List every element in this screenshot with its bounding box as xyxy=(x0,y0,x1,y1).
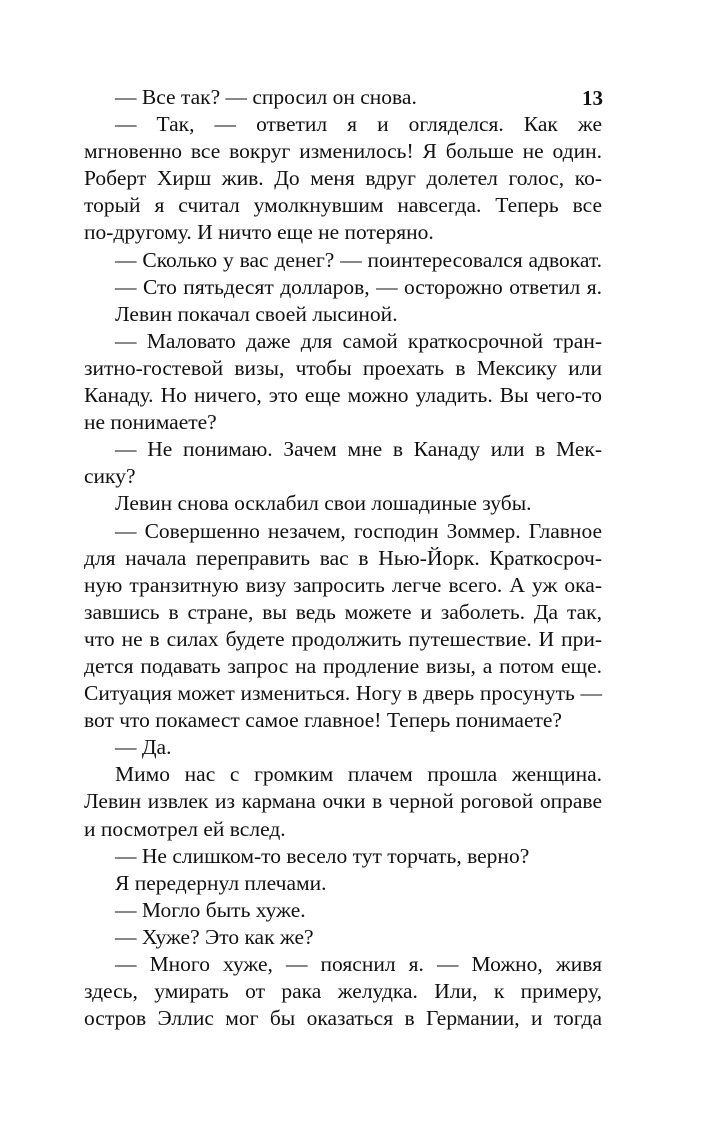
text-line: — Все так? — спросил он снова. xyxy=(115,85,417,109)
text-line: и посмотрел ей вслед. xyxy=(84,816,286,841)
text-line: — Не понимаю. Зачем мне в Канаду или в Мек- xyxy=(115,437,602,462)
text-line: — Много хуже, — пояснил я. — Можно, живя xyxy=(115,952,602,976)
text-line: — Сто пятьдесят долларов, — осторожно ответил я. xyxy=(115,274,602,299)
text-line: остров Эллис мог бы оказаться в Германии, и тогда xyxy=(84,1006,602,1031)
text-line: Мимо нас с громким плачем прошла женщина. xyxy=(115,762,602,787)
text-line: — Не слишком-то весело тут торчать, верно? xyxy=(115,843,530,868)
text-line: по-другому. И ничто еще не потеряно. xyxy=(84,220,434,245)
text-line: Левин покачал своей лысиной. xyxy=(115,301,398,326)
text-line: Ситуация может измениться. Ногу в дверь просунуть — xyxy=(84,681,602,706)
text-line: Роберт Хирш жив. До меня вдруг долетел голос, ко- xyxy=(84,166,602,191)
text-line: завшись в стране, вы ведь можете и заболеть. Да так, xyxy=(84,599,602,624)
text-line: — Сколько у вас денег? — поинтересовался адвокат. xyxy=(115,247,602,272)
page-number: 13 xyxy=(582,86,603,110)
text-line: Я передернул плечами. xyxy=(115,870,327,895)
text-line: — Совершенно незачем, господин Зоммер. Главное xyxy=(115,518,602,543)
text-line: вот что покамест самое главное! Теперь понимаете? xyxy=(84,708,562,733)
text-line: сику? xyxy=(84,464,136,489)
text-line: — Так, — ответил я и огляделся. Как же xyxy=(115,112,602,137)
text-line: здесь, умирать от рака желудка. Или, к примеру, xyxy=(84,979,602,1004)
text-line: — Могло быть хуже. xyxy=(115,897,306,922)
text-line: Левин снова осклабил свои лошадиные зубы. xyxy=(115,491,532,516)
text-line: зитно-гостевой визы, чтобы проехать в Мексику или xyxy=(84,355,602,380)
text-line: Канаду. Но ничего, это еще можно уладить. Вы чего-то xyxy=(84,383,602,408)
text-line: дется подавать запрос на продление визы, а потом еще. xyxy=(84,653,602,678)
text-line: что не в силах будете продолжить путешествие. И при- xyxy=(84,626,602,651)
text-line: торый я считал умолкнувшим навсегда. Теперь все xyxy=(84,193,602,218)
text-line: ную транзитную визу запросить легче всего. А уж ока- xyxy=(84,572,602,597)
text-line: — Хуже? Это как же? xyxy=(115,924,314,949)
text-line: не понимаете? xyxy=(84,410,217,435)
text-line: — Маловато даже для самой краткосрочной тран- xyxy=(115,328,602,353)
text-line: для начала переправить вас в Нью-Йорк. Краткосроч- xyxy=(84,545,602,570)
text-line: мгновенно все вокруг изменилось! Я больше не один. xyxy=(84,139,602,164)
text-line: Левин извлек из кармана очки в черной роговой оправе xyxy=(84,789,602,814)
text-line: — Да. xyxy=(115,735,172,760)
page-text-body xyxy=(84,84,602,1032)
